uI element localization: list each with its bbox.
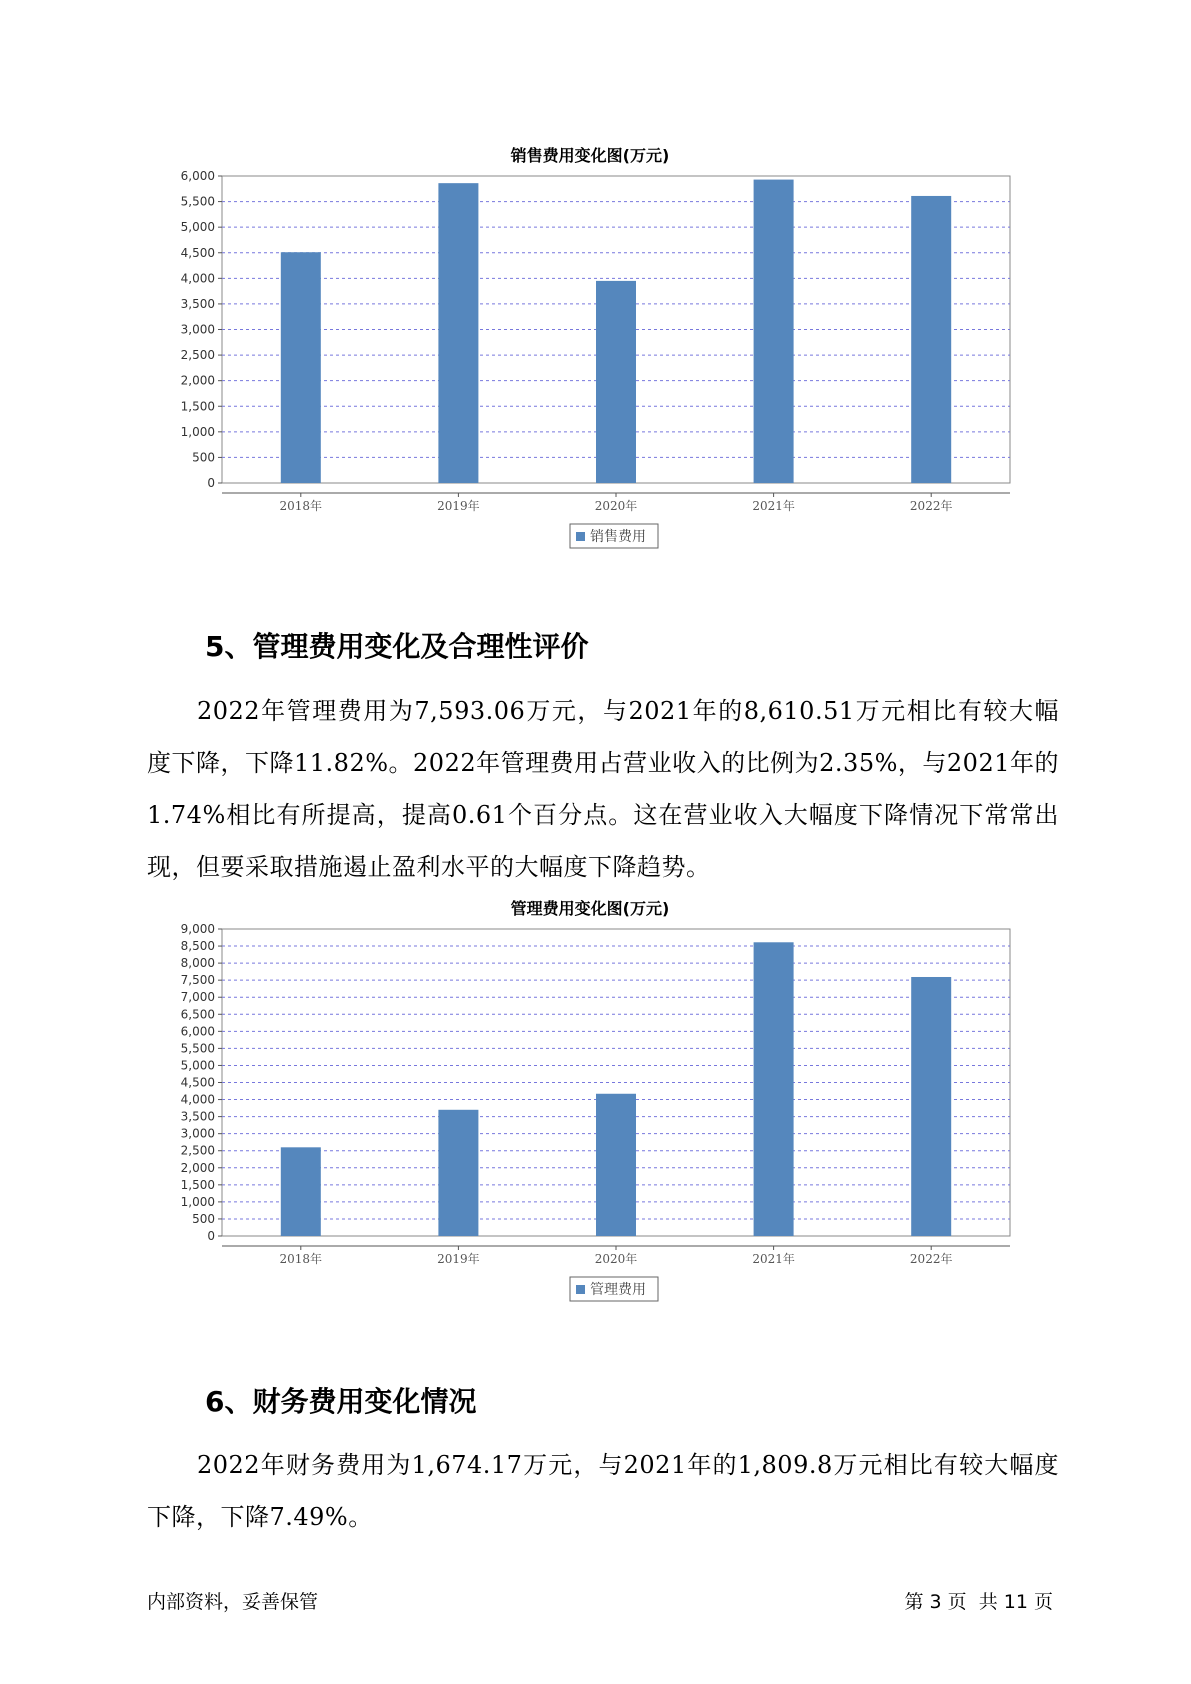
legend-swatch (576, 532, 585, 541)
bar (596, 281, 636, 483)
y-tick-label: 8,500 (180, 939, 215, 954)
section-heading-admin-expense: 5、管理费用变化及合理性评价 (205, 630, 589, 663)
y-tick-label: 2,500 (180, 348, 215, 363)
y-tick-label: 1,000 (180, 1194, 215, 1209)
y-tick-label: 0 (207, 1229, 215, 1243)
y-tick-label: 6,500 (180, 1007, 215, 1022)
y-tick-label: 0 (207, 476, 215, 490)
chart-svg (150, 896, 1030, 1306)
y-tick-label: 8,000 (180, 956, 215, 971)
section-paragraph-finance-expense: 2022年财务费用为1,674.17万元，与2021年的1,809.8万元相比有较大幅度下降，下降7.49%。 (147, 1451, 1059, 1531)
chart-title: 销售费用变化图(万元) (510, 146, 670, 165)
y-tick-label: 2,000 (180, 373, 215, 388)
y-tick-label: 3,000 (180, 322, 215, 337)
x-tick-label: 2020年 (594, 1252, 638, 1266)
y-tick-label: 6,000 (180, 1024, 215, 1039)
y-tick-label: 1,500 (180, 1177, 215, 1192)
bar (438, 1110, 478, 1236)
y-tick-label: 2,000 (180, 1160, 215, 1175)
bar (438, 183, 478, 483)
y-tick-label: 6,000 (180, 169, 215, 183)
y-tick-label: 5,500 (180, 1041, 215, 1056)
y-tick-label: 9,000 (180, 922, 215, 936)
y-tick-label: 5,000 (180, 1058, 215, 1073)
x-tick-label: 2020年 (594, 499, 638, 513)
section-paragraph-admin-expense: 2022年管理费用为7,593.06万元，与2021年的8,610.51万元相比有较大幅度下降，下降11.82%。2022年管理费用占营业收入的比例为2.35%，与2021年的1.74%相比有所提高，提高0.61个百分点。这在营业收入大幅度下降情况下常常出现，但要采取措施遏止盈利水平的大幅度下降趋势。 (147, 697, 1059, 881)
x-tick-label: 2021年 (752, 1252, 795, 1266)
chart-title: 管理费用变化图(万元) (510, 899, 670, 918)
y-tick-label: 500 (192, 1211, 215, 1226)
y-tick-label: 1,000 (180, 424, 215, 439)
chart-svg (150, 143, 1030, 553)
y-tick-label: 3,500 (180, 1109, 215, 1124)
y-tick-label: 1,500 (180, 399, 215, 414)
section-heading-finance-expense: 6、财务费用变化情况 (205, 1385, 477, 1418)
y-tick-label: 7,000 (180, 990, 215, 1005)
bar (754, 942, 794, 1236)
bar (281, 252, 321, 483)
admin-expense-chart (150, 896, 1030, 1306)
x-tick-label: 2018年 (279, 499, 323, 513)
bar (911, 196, 951, 483)
y-tick-label: 7,500 (180, 973, 215, 988)
x-tick-label: 2022年 (909, 499, 953, 513)
bar (754, 180, 794, 483)
y-tick-label: 5,500 (180, 194, 215, 209)
footer-confidential-note: 内部资料，妥善保管 (147, 1591, 319, 1613)
y-tick-label: 4,500 (180, 1075, 215, 1090)
y-tick-label: 500 (192, 450, 215, 465)
footer-page-number: 第 3 页 共 11 页 (904, 1591, 1053, 1613)
legend-label: 销售费用 (590, 529, 646, 545)
x-tick-label: 2018年 (279, 1252, 323, 1266)
x-tick-label: 2019年 (437, 499, 480, 513)
bar (596, 1094, 636, 1236)
bar (911, 977, 951, 1236)
y-tick-label: 3,500 (180, 296, 215, 311)
y-tick-label: 5,000 (180, 220, 215, 235)
x-tick-label: 2019年 (437, 1252, 480, 1266)
y-tick-label: 4,000 (180, 271, 215, 286)
sales-expense-chart (150, 143, 1030, 553)
x-tick-label: 2022年 (909, 1252, 953, 1266)
y-tick-label: 3,000 (180, 1126, 215, 1141)
y-tick-label: 4,000 (180, 1092, 215, 1107)
bar (281, 1147, 321, 1236)
y-tick-label: 4,500 (180, 245, 215, 260)
legend-swatch (576, 1285, 585, 1294)
legend-label: 管理费用 (590, 1282, 646, 1298)
y-tick-label: 2,500 (180, 1143, 215, 1158)
x-tick-label: 2021年 (752, 499, 795, 513)
